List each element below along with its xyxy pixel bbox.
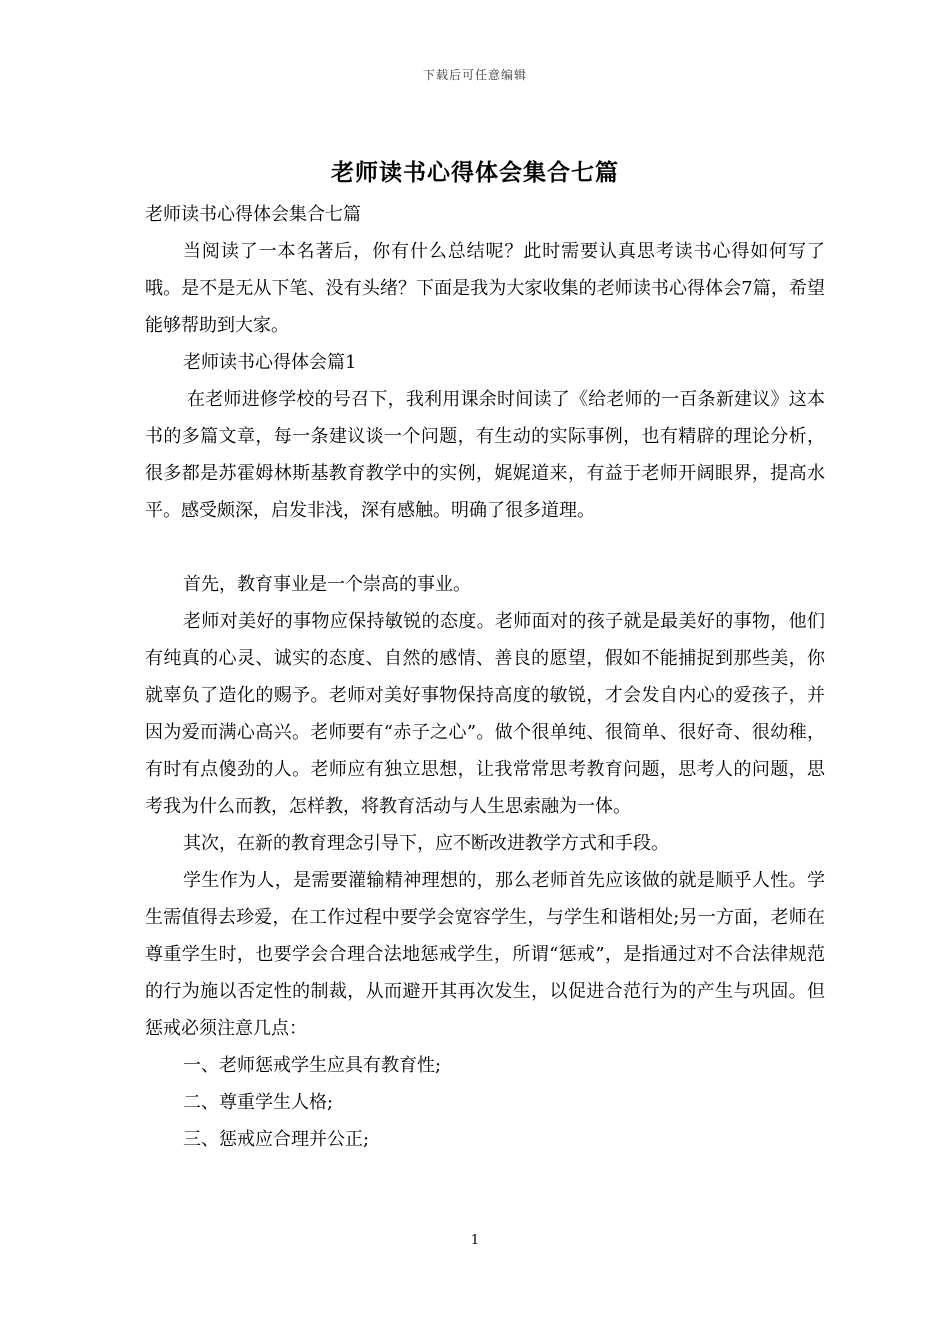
paragraph: 其次，在新的教育理念引导下，应不断改进教学方式和手段。: [183, 833, 669, 854]
page-number: 1: [470, 1233, 480, 1248]
subtitle-line: 老师读书心得体会集合七篇: [145, 204, 361, 225]
document-body: [145, 196, 825, 1158]
list-item: 一、老师惩戒学生应具有教育性;: [183, 1055, 442, 1076]
intro-paragraph: 当阅读了一本名著后，你有什么总结呢？此时需要认真思考读书心得如何写了哦。是不是无从下笔、没有头绪？下面是我为大家收集的老师读书心得体会7篇，希望能够帮助到大家。: [145, 241, 825, 336]
header-note: 下载后可任意编辑: [422, 68, 527, 82]
list-item: 二、尊重学生人格;: [183, 1092, 334, 1113]
paragraph: 在老师进修学校的号召下，我利用课余时间读了《给老师的一百条新建议》这本书的多篇文章，每一条建议谈一个问题，有生动的实际事例，也有精辟的理论分析，很多都是苏霍姆林斯基教育教学中的实例，娓娓道来，有益于老师开阔眼界，提高水平。感受颇深，启发非浅，深有感触。明确了很多道理。: [145, 389, 825, 521]
paragraph: 老师对美好的事物应保持敏锐的态度。老师面对的孩子就是最美好的事物，他们有纯真的心灵、诚实的态度、自然的感情、善良的愿望，假如不能捕捉到那些美，你就辜负了造化的赐予。老师对美好事物保持高度的敏锐，才会发自内心的爱孩子，并因为爱而满心高兴。老师要有“赤子之心”。做个很单纯、很简单、很好奇、很幼稚，有时有点傻劲的人。老师应有独立思想，让我常常思考教育问题，思考人的问题，思考我为什么而教，怎样教，将教育活动与人生思索融为一体。: [145, 611, 825, 817]
list-item: 三、惩戒应合理并公正;: [183, 1129, 370, 1150]
paragraph: 首先，教育事业是一个崇高的事业。: [183, 574, 471, 595]
document-title: 老师读书心得体会集合七篇: [331, 159, 619, 186]
paragraph: 学生作为人，是需要灌输精神理想的，那么老师首先应该做的就是顺乎人性。学生需值得去珍爱，在工作过程中要学会宽容学生，与学生和谐相处;另一方面，老师在尊重学生时，也要学会合理合法地惩戒学生，所谓“惩戒”，是指通过对不合法律规范的行为施以否定性的制裁，从而避开其再次发生，以促进合范行为的产生与巩固。但惩戒必须注意几点：: [145, 870, 825, 1039]
section-heading: 老师读书心得体会篇1: [183, 352, 357, 373]
